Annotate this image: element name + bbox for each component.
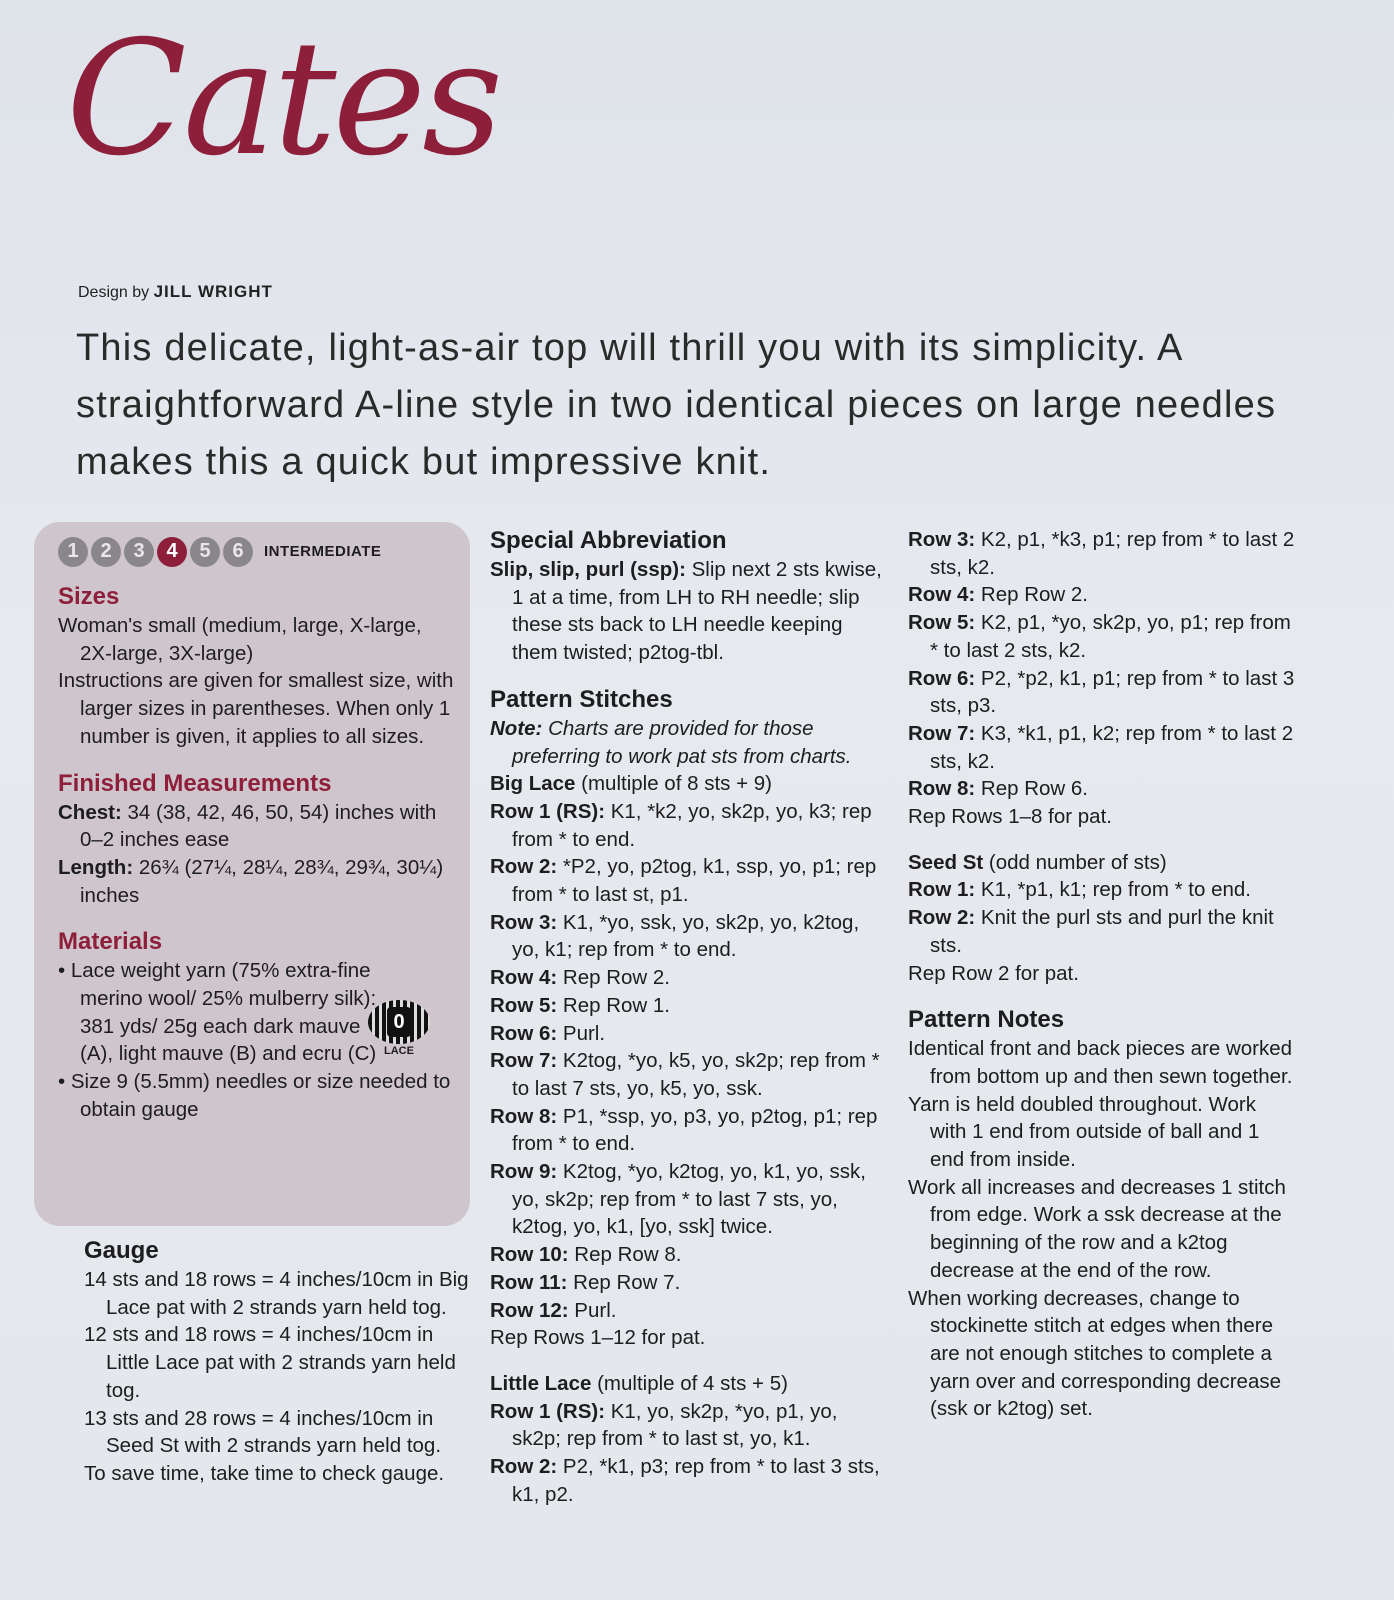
skill-level-2: 2: [91, 537, 121, 567]
charts-note: Note: Charts are provided for those preferring to work pat sts from charts.: [490, 716, 852, 768]
pattern-row: Row 3: K1, *yo, ssk, yo, sk2p, yo, k2tog, yo, k1; rep from * to end.: [490, 910, 860, 962]
pattern-note: Work all increases and decreases 1 stitch from edge. Work a ssk decrease at the beginning of the row and a k2tog decrease at the end of the row.: [908, 1175, 1286, 1282]
pattern-row: Row 4: Rep Row 2.: [490, 966, 671, 990]
seed-st-repeat: Rep Row 2 for pat.: [908, 961, 1079, 985]
middle-column: [490, 526, 890, 1509]
yarn-weight-number: 0: [387, 1007, 411, 1037]
pattern-row: Row 2: Knit the purl sts and purl the knit sts.: [908, 906, 1274, 957]
pattern-row: Row 1: K1, *p1, k1; rep from * to end.: [908, 878, 1251, 902]
pattern-stitches-heading: Pattern Stitches: [490, 685, 673, 713]
skill-label: INTERMEDIATE: [264, 543, 382, 561]
skill-level-indicator: [58, 536, 458, 568]
skill-level-6: 6: [223, 537, 253, 567]
skill-level-4: 4: [157, 537, 187, 567]
pattern-row: Row 8: Rep Row 6.: [908, 777, 1089, 801]
designer-name: JILL WRIGHT: [153, 282, 273, 301]
yarn-weight-label: LACE: [384, 1045, 414, 1057]
pattern-row: Row 7: K2tog, *yo, k5, yo, sk2p; rep from * to last 7 sts, yo, k5, yo, ssk.: [490, 1049, 880, 1100]
materials-item: • Lace weight yarn (75% extra-fine merino wool/ 25% mulberry silk): 381 yds/ 25g each dark mauve (A), light mauve (B) and ecru (C): [58, 959, 377, 1066]
pattern-row: Row 1 (RS): K1, *k2, yo, sk2p, yo, k3; rep from * to end.: [490, 799, 872, 851]
pattern-row: Row 5: K2, p1, *yo, sk2p, yo, p1; rep from * to last 2 sts, k2.: [908, 611, 1291, 662]
pattern-row: Row 4: Rep Row 2.: [908, 583, 1089, 607]
pattern-row: Row 2: *P2, yo, p2tog, k1, ssp, yo, p1; rep from * to last st, p1.: [490, 855, 877, 907]
special-abbrev-text: Slip, slip, purl (ssp): Slip next 2 sts kwise, 1 at a time, from LH to RH needle; slip these sts back to LH needle keeping them twisted; p2tog-tbl.: [490, 558, 882, 665]
pattern-row: Row 10: Rep Row 8.: [490, 1243, 682, 1267]
pattern-row: Row 12: Purl.: [490, 1298, 617, 1322]
little-lace-title: Little Lace (multiple of 4 sts + 5): [490, 1371, 788, 1395]
gauge-line: 12 sts and 18 rows = 4 inches/10cm in Little Lace pat with 2 strands yarn held tog.: [84, 1323, 456, 1402]
big-lace-repeat: Rep Rows 1–12 for pat.: [490, 1326, 706, 1350]
pattern-notes-heading: Pattern Notes: [908, 1006, 1065, 1034]
sizes-line: Instructions are given for smallest size, with larger sizes in parentheses. When only 1 number is given, it applies to all sizes.: [58, 669, 454, 748]
gauge-line: To save time, take time to check gauge.: [84, 1461, 445, 1485]
pattern-row: Row 6: P2, *p2, k1, p1; rep from * to last 3 sts, p3.: [908, 666, 1295, 718]
skill-level-3: 3: [124, 537, 154, 567]
pattern-note: When working decreases, change to stockinette stitch at edges when there are not enough stitches to complete a yarn over and corresponding decrease (ssk or k2tog) set.: [908, 1286, 1281, 1421]
right-column: [908, 526, 1298, 1423]
yarn-weight-icon: [366, 1000, 432, 1057]
gauge-heading: Gauge: [84, 1237, 159, 1264]
gauge-line: 13 sts and 28 rows = 4 inches/10cm in Seed St with 2 strands yarn held tog.: [84, 1406, 442, 1458]
materials-heading: Materials: [58, 928, 163, 956]
byline-prefix: Design by: [78, 284, 154, 301]
pattern-note: Identical front and back pieces are worked from bottom up and then sewn together.: [908, 1037, 1293, 1088]
pattern-row: Row 7: K3, *k1, p1, k2; rep from * to last 2 sts, k2.: [908, 721, 1294, 773]
pattern-note: Yarn is held doubled throughout. Work with 1 end from outside of ball and 1 end from inside.: [908, 1092, 1260, 1172]
little-lace-repeat: Rep Rows 1–8 for pat.: [908, 805, 1112, 829]
yarn-ball-icon: [368, 1000, 430, 1044]
sizes-line: Woman's small (medium, large, X-large, 2X-large, 3X-large): [58, 614, 422, 665]
skill-level-5: 5: [190, 537, 220, 567]
chest-measurement: Chest: 34 (38, 42, 46, 50, 54) inches with 0–2 inches ease: [58, 800, 437, 852]
skill-level-1: 1: [58, 537, 88, 567]
pattern-row: Row 1 (RS): K1, yo, sk2p, *yo, p1, yo, sk2p; rep from * to last st, yo, k1.: [490, 1399, 838, 1451]
pattern-row: Row 5: Rep Row 1.: [490, 993, 671, 1017]
seed-st-title: Seed St (odd number of sts): [908, 850, 1167, 874]
pattern-title: Cates: [66, 7, 500, 191]
designer-byline: [78, 282, 273, 302]
pattern-row: Row 2: P2, *k1, p3; rep from * to last 3 sts, k1, p2.: [490, 1455, 880, 1506]
length-measurement: Length: 26¾ (27¼, 28¼, 28¾, 29¾, 30¼) inches: [58, 855, 444, 907]
pattern-row: Row 9: K2tog, *yo, k2tog, yo, k1, yo, ssk, yo, sk2p; rep from * to last 7 sts, yo, k2tog, yo, k1, [yo, ssk] twice.: [490, 1160, 866, 1239]
materials-item: • Size 9 (5.5mm) needles or size needed to obtain gauge: [58, 1070, 451, 1121]
pattern-row: Row 6: Purl.: [490, 1021, 606, 1045]
gauge-line: 14 sts and 18 rows = 4 inches/10cm in Big Lace pat with 2 strands yarn held tog.: [84, 1268, 469, 1319]
sizes-heading: Sizes: [58, 583, 120, 610]
pattern-row: Row 8: P1, *ssp, yo, p3, yo, p2tog, p1; rep from * to end.: [490, 1104, 878, 1156]
pattern-row: Row 3: K2, p1, *k3, p1; rep from * to last 2 sts, k2.: [908, 528, 1295, 579]
gauge-section: [84, 1236, 474, 1488]
special-abbrev-heading: Special Abbreviation: [490, 527, 727, 554]
big-lace-title: Big Lace (multiple of 8 sts + 9): [490, 772, 772, 796]
measurements-heading: Finished Measurements: [58, 769, 332, 797]
pattern-row: Row 11: Rep Row 7.: [490, 1270, 681, 1294]
intro-paragraph: This delicate, light-as-air top will thrill you with its simplicity. A straightforward A-line style in two identical pieces on large needles makes this a quick but impressive knit.: [76, 327, 1277, 483]
